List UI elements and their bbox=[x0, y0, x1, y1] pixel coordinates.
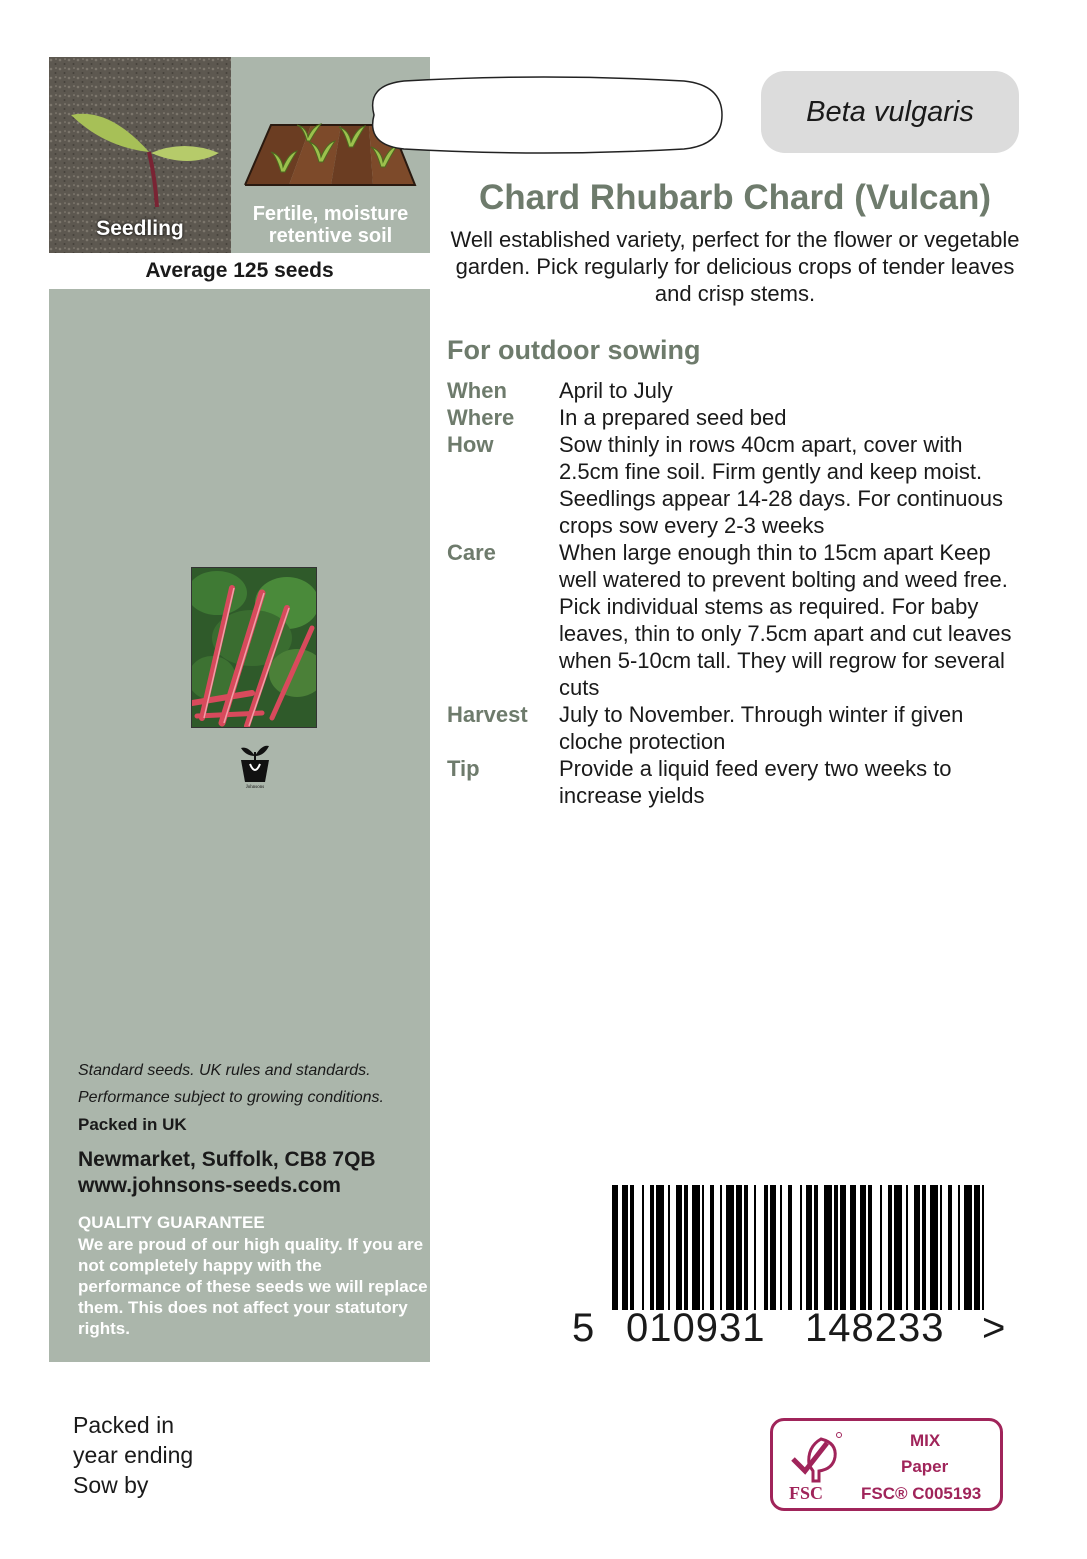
barcode-quiet-zone-marker: > bbox=[982, 1306, 1006, 1350]
row-value-where: In a prepared seed bed bbox=[559, 405, 787, 430]
product-title: Chard Rhubarb Chard (Vulcan) bbox=[478, 178, 992, 217]
quality-guarantee-text: We are proud of our high quality. If you are not completely happy with the performance of these seeds we will replace them. This does not affect your statutory rights. bbox=[78, 1235, 428, 1338]
standard-seeds-note: Standard seeds. UK rules and standards. bbox=[78, 1062, 371, 1079]
row-label-tip: Tip bbox=[447, 756, 480, 781]
species-name-badge: Beta vulgaris bbox=[761, 71, 1019, 153]
sowing-section-heading: For outdoor sowing bbox=[447, 335, 701, 365]
pack-dates-block bbox=[73, 1410, 193, 1500]
row-label-care: Care bbox=[447, 540, 496, 565]
row-label-when: When bbox=[447, 378, 507, 403]
fsc-mix-label: MIX bbox=[910, 1431, 941, 1450]
row-label-harvest: Harvest bbox=[447, 702, 528, 727]
chard-photo-image bbox=[192, 568, 316, 727]
seedling-caption: Seedling bbox=[96, 217, 184, 240]
row-value-harvest: July to November. Through winter if given cloche protection bbox=[559, 702, 964, 754]
fsc-tree-icon bbox=[787, 1429, 843, 1483]
row-label-how: How bbox=[447, 432, 494, 457]
fsc-paper-label: Paper bbox=[901, 1457, 949, 1476]
row-value-care: When large enough thin to 15cm apart Keep well watered to prevent bolting and weed free. Pick individual stems as required. For baby leaves, thin to only 7.5cm apart and cut leaves when 5-10cm tall. They will regrow for several cuts bbox=[559, 540, 1012, 700]
row-label-where: Where bbox=[447, 405, 515, 430]
seedling-photo bbox=[49, 57, 231, 253]
company-website[interactable]: www.johnsons-seeds.com bbox=[78, 1174, 341, 1197]
soil-caption-line1: Fertile, moisture bbox=[252, 203, 409, 225]
fsc-logo-word: FSC bbox=[789, 1483, 824, 1503]
seed-count: Average 125 seeds bbox=[49, 253, 430, 289]
company-address: Newmarket, Suffolk, CB8 7QB bbox=[78, 1148, 376, 1171]
barcode-bars-icon bbox=[612, 1185, 984, 1310]
barcode-group-right: 148233 bbox=[805, 1306, 945, 1350]
sow-by-label: Sow by bbox=[73, 1472, 149, 1498]
year-ending-label: year ending bbox=[73, 1442, 194, 1468]
fsc-license-code: FSC® C005193 bbox=[861, 1484, 982, 1503]
packed-in-uk: Packed in UK bbox=[78, 1115, 187, 1134]
row-value-how: Sow thinly in rows 40cm apart, cover with 2.5cm fine soil. Firm gently and keep moist. Seedlings appear 14-28 days. For continuous crops sow every 2-3 weeks bbox=[559, 432, 1003, 538]
barcode-group-left: 010931 bbox=[626, 1306, 766, 1350]
chard-product-photo bbox=[191, 567, 317, 728]
blank-label-area bbox=[364, 75, 724, 155]
soil-caption-line2: retentive soil bbox=[268, 225, 393, 247]
packed-in-label: Packed in bbox=[73, 1412, 175, 1438]
johnsons-logo bbox=[238, 742, 272, 790]
performance-note: Performance subject to growing conditions. bbox=[78, 1089, 384, 1106]
svg-text:Johnsons: Johnsons bbox=[245, 785, 265, 790]
plant-pot-logo-icon bbox=[238, 742, 272, 790]
product-description: Well established variety, perfect for the flower or vegetable garden. Pick regularly for delicious crops of tender leaves and crisp stems. bbox=[450, 227, 1020, 306]
row-value-tip: Provide a liquid feed every two weeks to increase yields bbox=[559, 756, 952, 808]
row-value-when: April to July bbox=[559, 378, 673, 403]
barcode-first-digit: 5 bbox=[572, 1306, 595, 1350]
quality-guarantee-title: QUALITY GUARANTEE bbox=[78, 1213, 265, 1232]
fsc-certification-badge bbox=[770, 1418, 1003, 1511]
